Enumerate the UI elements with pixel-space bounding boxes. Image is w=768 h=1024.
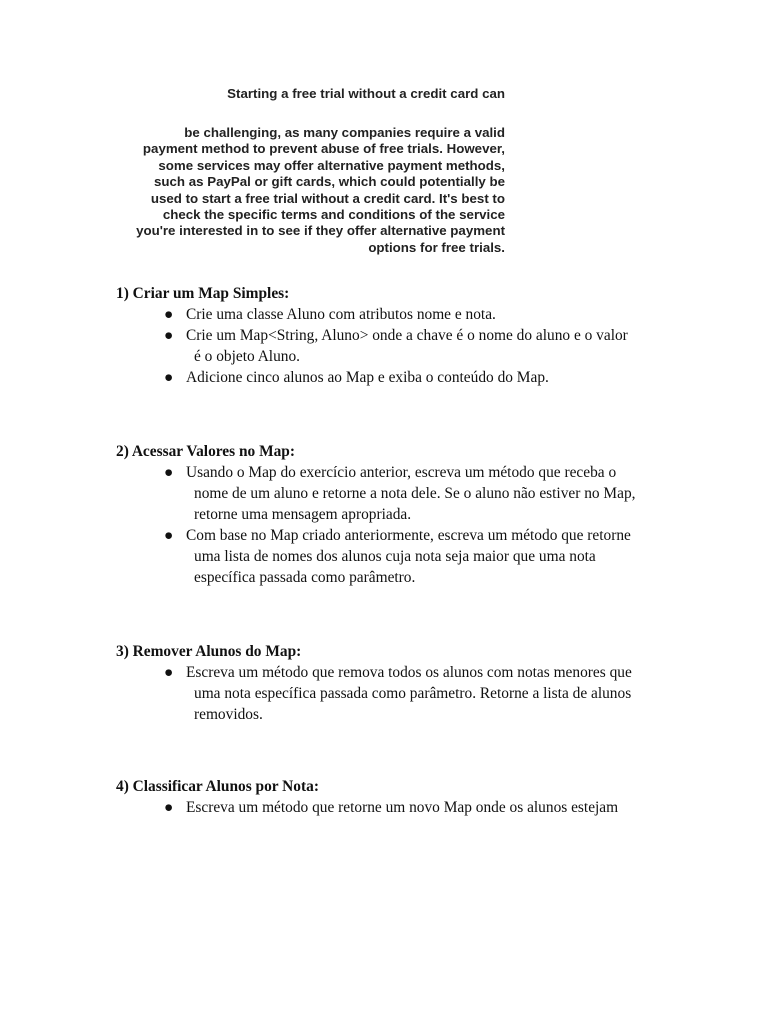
- section-heading: 1) Criar um Map Simples:: [116, 285, 290, 302]
- list-item-text: Com base no Map criado anteriormente, escreva um método que retorne: [186, 527, 631, 544]
- list-item: [164, 797, 676, 818]
- list-item-text: retorne uma mensagem apropriada.: [194, 506, 412, 523]
- section-heading: 2) Acessar Valores no Map:: [116, 443, 295, 460]
- exercise-section-2: [116, 441, 716, 588]
- list-item-text: uma lista de nomes dos alunos cuja nota seja maior que uma nota: [194, 548, 596, 565]
- exercise-section-1: [116, 283, 716, 388]
- list-item-text: Escreva um método que remova todos os alunos com notas menores que: [186, 664, 632, 681]
- bullet-icon: ●: [164, 527, 174, 544]
- exercise-section-4: [116, 776, 716, 818]
- list-item-text: uma nota específica passada como parâmetro. Retorne a lista de alunos: [194, 685, 632, 702]
- list-item-text: nome de um aluno e retorne a nota dele. Se o aluno não estiver no Map,: [194, 485, 636, 502]
- bullet-icon: ●: [164, 464, 174, 481]
- header-line: check the specific terms and conditions of the service: [162, 207, 505, 223]
- header-paragraph: [60, 125, 505, 256]
- header-title: Starting a free trial without a credit card can: [227, 86, 505, 101]
- list-item-text: Adicione cinco alunos ao Map e exiba o conteúdo do Map.: [186, 369, 549, 386]
- bullet-icon: ●: [164, 306, 174, 323]
- bullet-icon: ●: [164, 799, 174, 816]
- header-line: be challenging, as many companies require a valid: [184, 125, 505, 140]
- header-line: used to start a free trial without a credit card. It's best to: [150, 190, 505, 206]
- list-item: [164, 367, 676, 388]
- section-heading: 3) Remover Alunos do Map:: [116, 643, 302, 660]
- header-line: options for free trials.: [368, 239, 505, 255]
- list-item-text: específica passada como parâmetro.: [194, 569, 416, 586]
- list-item: [164, 525, 676, 588]
- list-item-text: Usando o Map do exercício anterior, escreva um método que receba o: [186, 464, 617, 481]
- bullet-list: [116, 797, 716, 818]
- header-line: payment method to prevent abuse of free trials. However,: [142, 141, 505, 157]
- list-item: [164, 325, 676, 367]
- bullet-list: [116, 662, 716, 725]
- bullet-icon: ●: [164, 664, 174, 681]
- header-line: some services may offer alternative payment methods,: [158, 157, 505, 173]
- list-item: [164, 304, 676, 325]
- bullet-icon: ●: [164, 369, 174, 386]
- exercise-section-3: [116, 641, 716, 725]
- bullet-list: [116, 462, 716, 588]
- header-line: such as PayPal or gift cards, which could potentially be: [154, 174, 505, 190]
- list-item-text: Crie um Map<String, Aluno> onde a chave é o nome do aluno e o valor: [186, 327, 628, 344]
- list-item-text: removidos.: [194, 706, 263, 723]
- bullet-icon: ●: [164, 327, 174, 344]
- header-line: you're interested in to see if they offer alternative payment: [136, 223, 505, 239]
- list-item-text: Escreva um método que retorne um novo Map onde os alunos estejam: [186, 799, 619, 816]
- list-item-text: Crie uma classe Aluno com atributos nome e nota.: [186, 306, 496, 323]
- bullet-list: [116, 304, 716, 388]
- list-item: [164, 662, 676, 725]
- list-item-text: é o objeto Aluno.: [194, 348, 301, 365]
- section-heading: 4) Classificar Alunos por Nota:: [116, 778, 319, 795]
- list-item: [164, 462, 676, 525]
